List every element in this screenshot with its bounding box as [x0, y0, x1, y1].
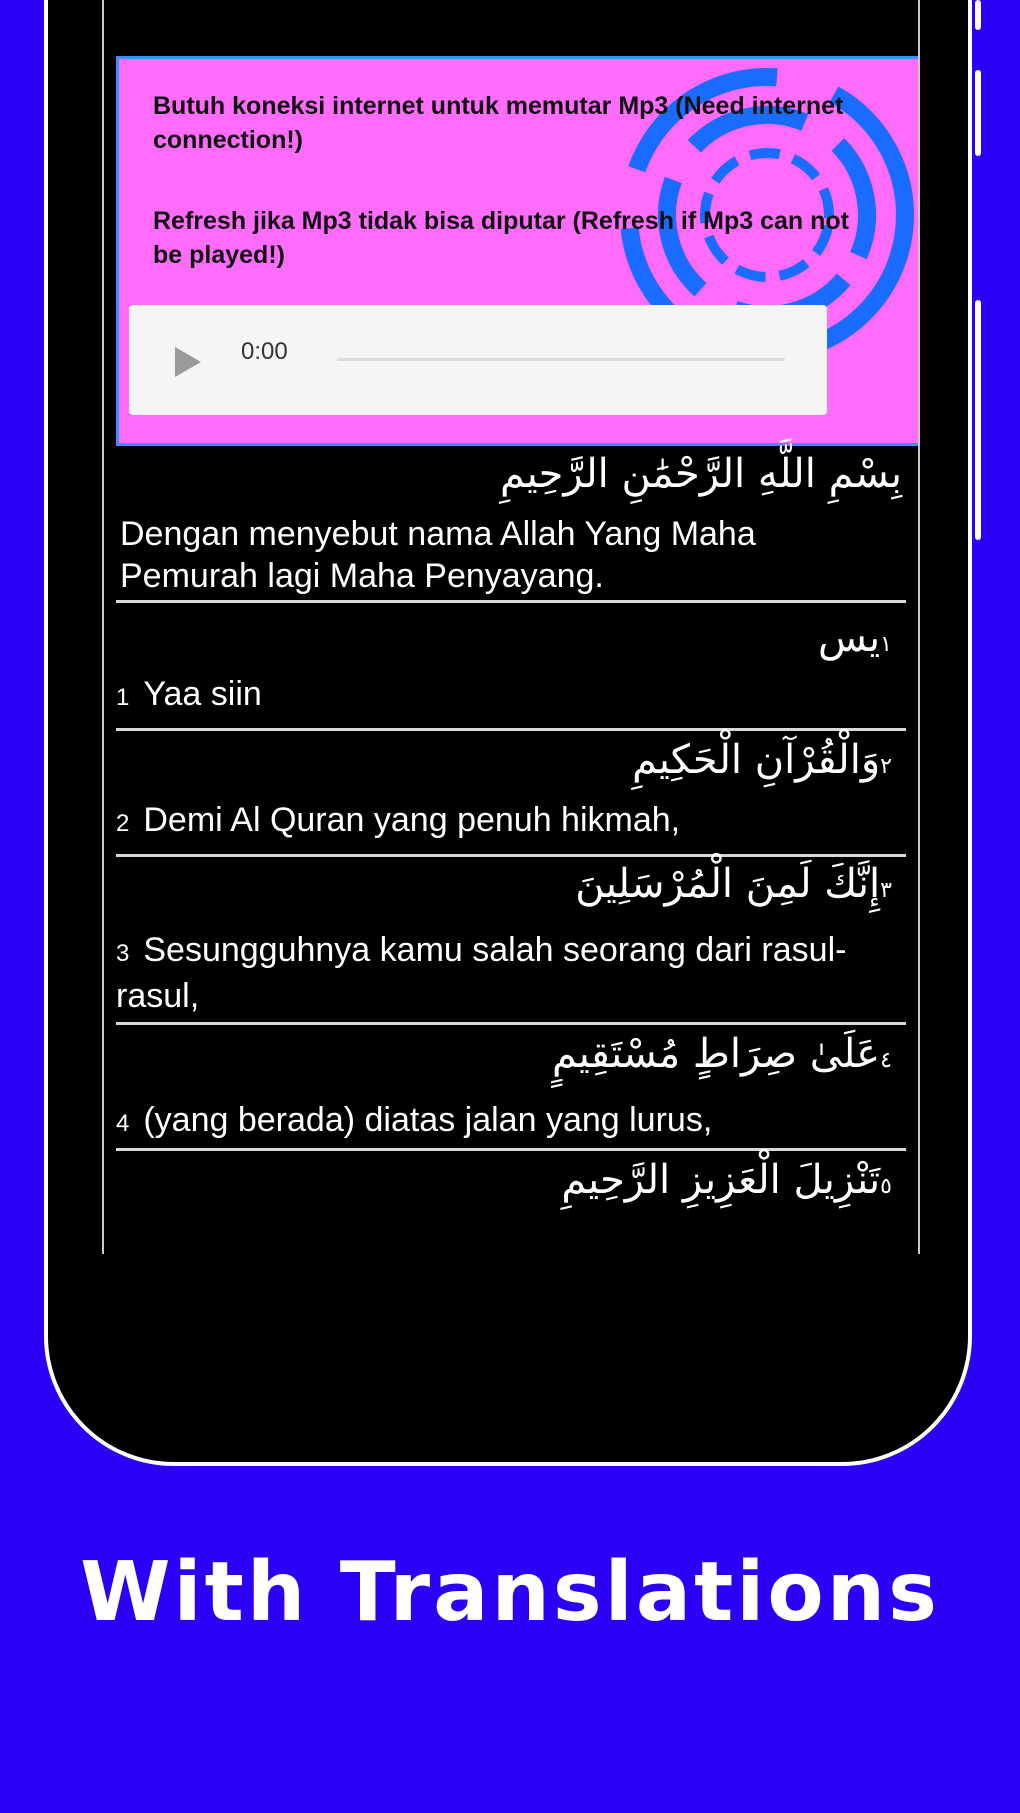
phone-frame [44, 0, 972, 1466]
verse-arabic: ١يس [818, 615, 892, 661]
list-item-verse-5 [116, 1151, 906, 1231]
verse-arabic: ٣إِنَّكَ لَمِنَ الْمُرْسَلِينَ [575, 861, 892, 907]
verse-translation: Dengan menyebut nama Allah Yang Maha Pemurah lagi Maha Penyayang. [120, 515, 756, 595]
list-item-verse-4 [116, 1025, 906, 1151]
promo-caption: With Translations [80, 1545, 940, 1640]
list-item-bismillah [116, 449, 906, 603]
verse-translation: 1 Yaa siin [116, 675, 262, 713]
verse-translation: 4 (yang berada) diatas jalan yang lurus, [116, 1101, 713, 1139]
progress-slider[interactable] [337, 358, 785, 361]
notice-internet-text: Butuh koneksi internet untuk memutar Mp3 (Need internet connection!) [153, 92, 844, 154]
list-item-verse-2 [116, 731, 906, 857]
audio-player[interactable] [129, 305, 827, 415]
play-icon[interactable] [173, 345, 203, 379]
list-item-verse-1 [116, 603, 906, 731]
mp3-notice-panel [116, 56, 920, 446]
notice-refresh-text: Refresh jika Mp3 tidak bisa diputar (Refresh if Mp3 can not be played!) [153, 207, 849, 269]
phone-side-button-top [975, 0, 981, 30]
list-item-verse-3 [116, 857, 906, 1025]
verse-list [116, 449, 906, 1231]
verse-arabic: بِسْمِ اللَّهِ الرَّحْمَٰنِ الرَّحِيمِ [499, 451, 902, 497]
playback-time: 0:00 [241, 338, 288, 365]
verse-arabic: ٢وَالْقُرْآنِ الْحَكِيمِ [632, 737, 892, 783]
verse-arabic: ٤عَلَىٰ صِرَاطٍ مُسْتَقِيمٍ [552, 1031, 892, 1077]
phone-side-button-power [975, 300, 981, 540]
app-screen [102, 0, 920, 1254]
verse-translation: 2 Demi Al Quran yang penuh hikmah, [116, 801, 681, 839]
verse-translation: 3 Sesungguhnya kamu salah seorang dari rasul-rasul, [116, 931, 847, 1015]
verse-arabic: ٥تَنْزِيلَ الْعَزِيزِ الرَّحِيمِ [561, 1157, 892, 1203]
phone-side-button-volume [975, 70, 981, 156]
